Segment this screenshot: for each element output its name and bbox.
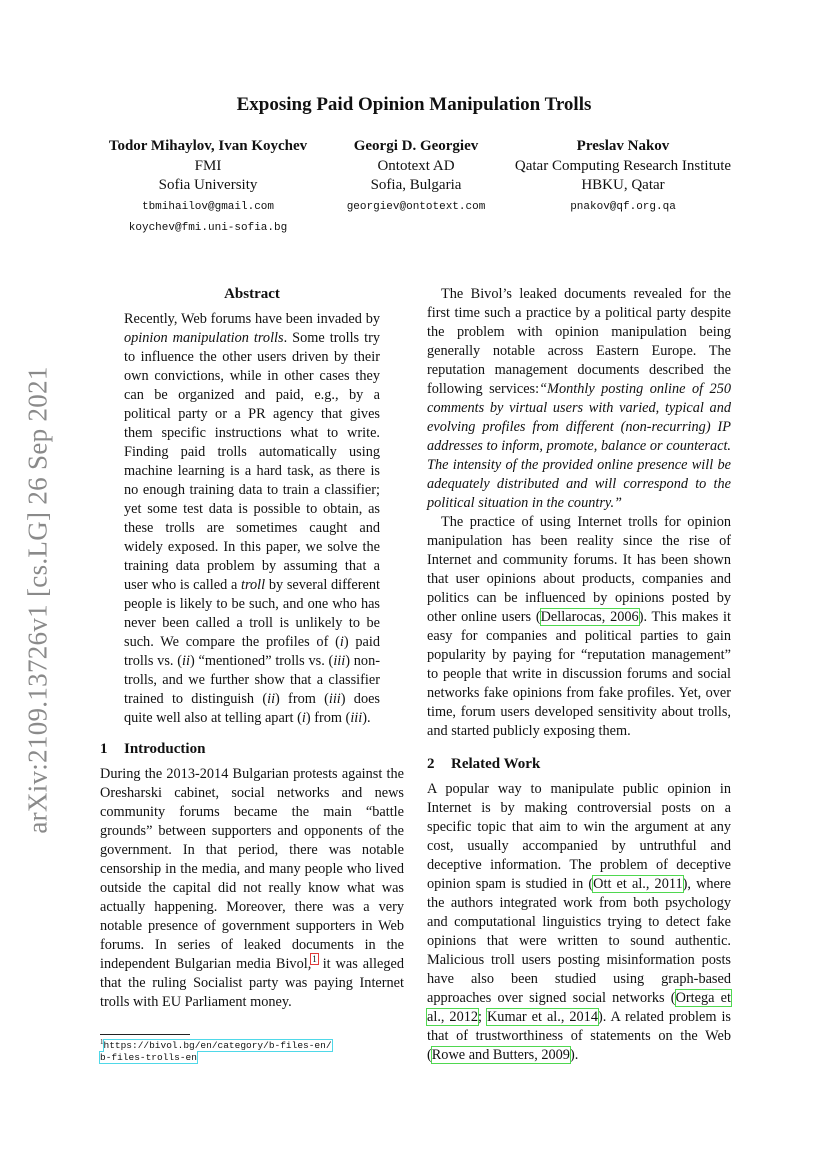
footnote-reference-link[interactable]: 1 bbox=[312, 954, 317, 965]
author-affiliation: FMI bbox=[194, 157, 222, 174]
citation-link-dellarocas[interactable]: Dellarocas, 2006 bbox=[540, 609, 639, 625]
right-column bbox=[427, 285, 731, 1065]
author-block-2 bbox=[330, 137, 502, 218]
abstract-text: Recently, Web forums have been invaded by opinion manipulation trolls. Some trolls try to influence the other users driven by their own convictions, while in other cases they can be organized and paid, e.g., by a political party or a PR agency that gives them specific instructions what to write. Finding paid trolls automatically using machine learning is a hard task, as there is no enough training data to train a classifier; yet some test data is possible to obtain, as these trolls are sometimes caught and widely exposed. In this paper, we solve the training data problem by assuming that a user who is called a troll by several different people is likely to be such, and one who has never been called a troll is unlikely to be such. We compare the profiles of (i) paid trolls vs. (ii) “mentioned” trolls vs. (iii) non-trolls, and we further show that a classifier trained to distinguish (ii) from (iii) does quite well also at telling apart (i) from (iii). bbox=[124, 311, 381, 726]
footnote: $^1$https://bivol.bg/en/category/b-files-en/ b-files-trolls-en bbox=[100, 1037, 332, 1063]
author-affiliation: Qatar Computing Research Institute bbox=[514, 157, 732, 174]
author-affiliation: Sofia University bbox=[158, 177, 258, 193]
citation-link-kumar[interactable]: Kumar et al., 2014 bbox=[486, 1009, 598, 1025]
abstract-heading: Abstract bbox=[224, 286, 280, 302]
citation-link-rowe[interactable]: Rowe and Butters, 2009 bbox=[431, 1047, 570, 1063]
author-name: Todor Mihaylov, Ivan Koychev bbox=[108, 138, 308, 154]
author-name: Preslav Nakov bbox=[576, 138, 670, 154]
citation-link-ott[interactable]: Ott et al., 2011 bbox=[593, 876, 683, 892]
introduction-paragraph: During the 2013-2014 Bulgarian protests against the Oresharski cabinet, social networks and news community forums became the main “battle grounds” between supporters and opponents of the government. In that period, there was notable censorship in the media, and many people who lived outside the capital did not really know what was actually happening. Moreover, there was a very notable presence of government supporters in Web forums. In series of leaked documents in the independent Bulgarian media Bivol,$^1$ it was alleged that the ruling Socialist party was paying Internet trolls with EU Parliament money. bbox=[100, 766, 404, 1010]
section-heading-introduction: 1 Introduction bbox=[100, 741, 206, 757]
footnote-url-link[interactable]: https://bivol.bg/en/category/b-files-en/ b-files-trolls-en bbox=[100, 1040, 332, 1063]
paragraph-bivol: The Bivol’s leaked documents revealed for the first time such a practice by a political party despite the problem with opinion manipulation being generally notable across Eastern Europe. The reputation management documents described the following services:“Monthly posting online of 250 comments by virtual users with varied, typical and evolving profiles from different (non-recurring) IP addresses to inform, promote, balance or counteract. The intensity of the provided online presence will be adequately distributed and will correspond to the political situation in the country.” bbox=[427, 286, 731, 511]
section-heading-related-work: 2 Related Work bbox=[427, 756, 541, 772]
author-email: koychev@fmi.uni-sofia.bg bbox=[128, 221, 288, 234]
arxiv-identifier: arXiv:2109.13726v1 [cs.LG] 26 Sep 2021 bbox=[22, 366, 53, 834]
author-name: Georgi D. Georgiev bbox=[353, 138, 479, 154]
author-affiliation: Ontotext AD bbox=[377, 157, 455, 174]
author-block-1 bbox=[88, 137, 328, 239]
author-block-3 bbox=[500, 137, 746, 218]
author-email: pnakov@qf.org.qa bbox=[570, 200, 676, 213]
paper-title: Exposing Paid Opinion Manipulation Trolls bbox=[236, 94, 592, 115]
author-email: georgiev@ontotext.com bbox=[346, 200, 486, 213]
author-email: tbmihailov@gmail.com bbox=[141, 200, 275, 213]
paragraph-trolls-practice: The practice of using Internet trolls for opinion manipulation has been reality since the rise of Internet and community forums. It has been shown that user opinions about products, companies and politics can be influenced by opinions posted by other online users (Dellarocas, 2006). This makes it easy for companies and political parties to gain popularity by paying for “reputation management” to people that write in discussion forums and social networks fake opinions from fake profiles. Yet, over time, forum users developed sensitivity about trolls, and started publicly exposing them. bbox=[427, 514, 731, 739]
citation-link-ortega[interactable]: Ortega et al., 2012 bbox=[427, 990, 731, 1025]
author-affiliation: HBKU, Qatar bbox=[581, 177, 665, 193]
abstract bbox=[100, 285, 404, 728]
related-work-paragraph: A popular way to manipulate public opinion in Internet is by making controversial posts on a specific topic that aim to win the argument at any cost, usually accompanied by untruthful and deceptive information. The problem of deceptive opinion spam is studied in (Ott et al., 2011), where the authors integrated work from both psychology and computational linguistics trying to detect fake opinions that were written to sound authentic. Malicious troll users posting misinformation posts have also been studied using graph-based approaches over signed social networks (Ortega et al., 2012; Kumar et al., 2014). A related problem is that of trustworthiness of statements on the Web (Rowe and Butters, 2009). bbox=[427, 781, 731, 1063]
footnote-rule bbox=[100, 1034, 190, 1035]
left-column bbox=[100, 285, 404, 1012]
author-affiliation: Sofia, Bulgaria bbox=[370, 177, 462, 193]
